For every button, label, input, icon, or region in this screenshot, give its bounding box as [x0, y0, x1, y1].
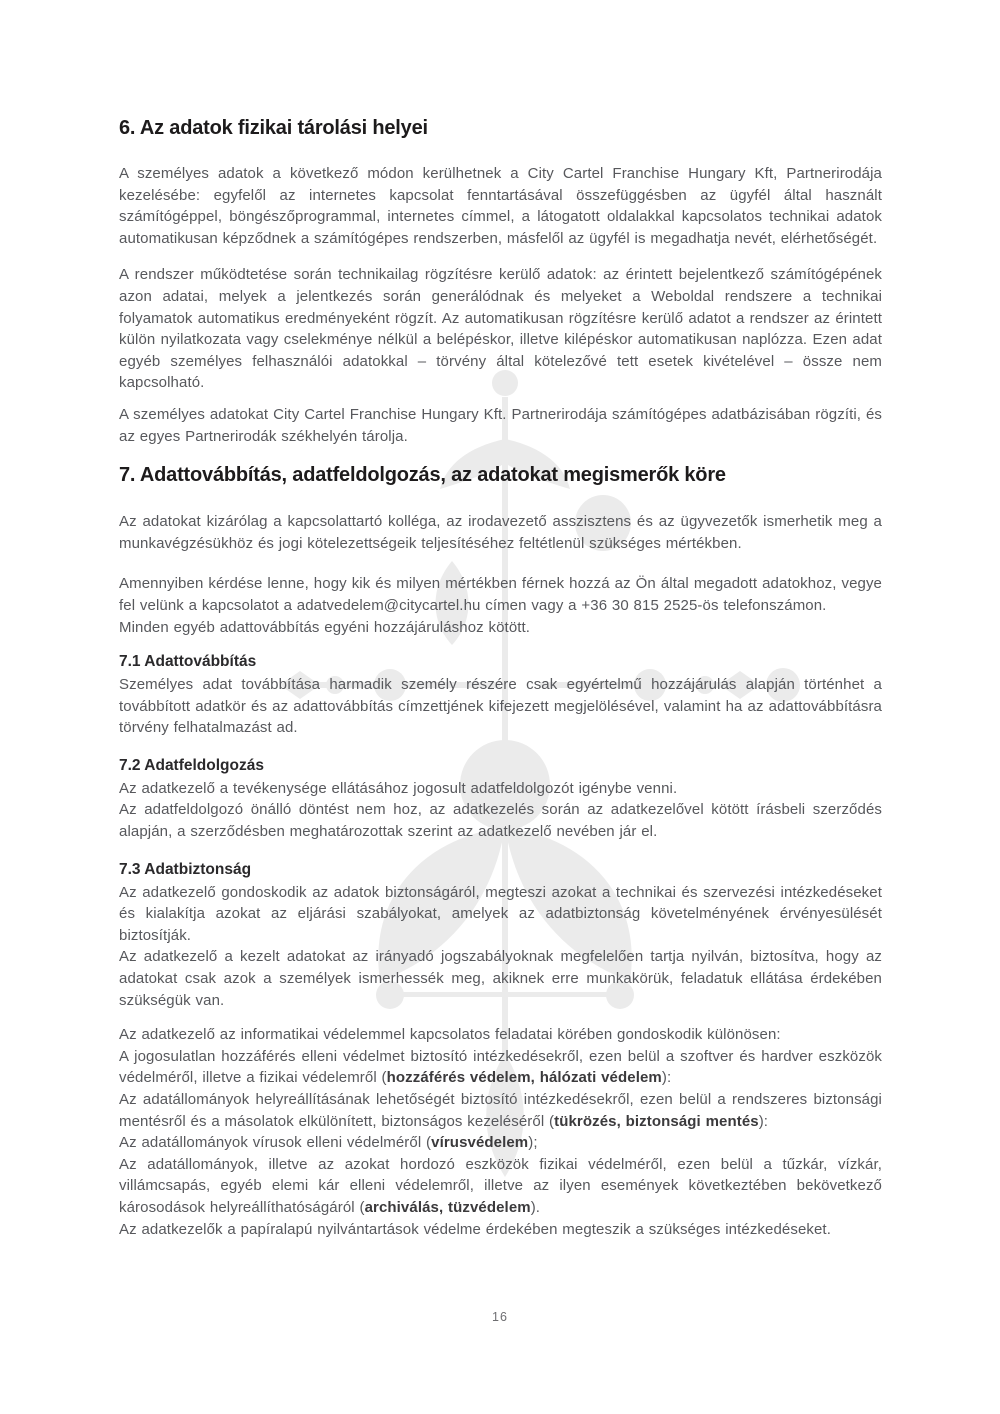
- section-7-paragraph-1: Az adatokat kizárólag a kapcsolattartó kolléga, az irodavezető asszisztens és az ügyvezetők ismerhetik meg a munkavégzésükhöz és jogi kötelezettségeik teljesítéséhez feltétlenül szükséges mértékben.: [119, 513, 882, 552]
- duties-intro: Az adatkezelő az informatikai védelemmel kapcsolatos feladatai körében gondoskodik különösen:: [119, 1026, 781, 1044]
- duties-closing: Az adatkezelők a papíralapú nyilvántartások védelme érdekében megteszik a szükséges intézkedéseket.: [119, 1220, 831, 1238]
- section-7-3-paragraph-1: Az adatkezelő gondoskodik az adatok biztonságáról, megteszi azokat a technikai és szervezési intézkedéseket és kialakítja azokat az eljárási szabályokat, amelyek az adatbiztonság követelményének érvényesülését biztosítják.: [119, 883, 882, 944]
- section-7-2-heading: 7.2 Adatfeldolgozás: [119, 756, 264, 774]
- section-7-3-heading: 7.3 Adatbiztonság: [119, 860, 252, 878]
- section-7-3-paragraph-2: Az adatkezelő a kezelt adatokat az irányadó jogszabályoknak megfelelően tartja nyilván, biztosítva, hogy az adatokat csak azok a személyek ismerhessék meg, akiknek erre munkakörük, feladatuk ellátása érdekében szükségük van.: [119, 948, 882, 1009]
- section-7-contact-text: Amennyiben kérdése lenne, hogy kik és milyen mértékben férnek hozzá az Ön által megadott adatokhoz, vegye fel velünk a kapcsolatot a adatvedelem@citycartel.hu címen vagy a +36 30 815 2525-ös telefonszámon.: [119, 575, 882, 614]
- section-7-2-line-1: Az adatkezelő a tevékenysége ellátásához jogosult adatfeldolgozót igénybe venni.: [119, 779, 678, 797]
- section-7-1-paragraph: Személyes adat továbbítása harmadik személy részére csak egyértelmű hozzájárulás alapján történhet a továbbított adatkör és az adattovábbítás címzettjének kifejezett megjelölésével, valamint ha az adattovábbításra törvény felhatalmazást ad.: [119, 676, 882, 737]
- section-7-1-heading: 7.1 Adattovábbítás: [119, 653, 257, 671]
- section-6-paragraph-3: A személyes adatokat City Cartel Franchise Hungary Kft. Partnerirodája számítógépes adatbázisában rögzíti, és az egyes Partnerirodák székhelyén tárolja.: [119, 405, 882, 445]
- section-6-paragraph-1: A személyes adatok a következő módon kerülhetnek a City Cartel Franchise Hungary Kft, Partnerirodája kezelésébe: egyfelől az internetes kapcsolat fenntartásával összefüggésben az ügyfél által használt számítógéppel, böngészőprogrammal, internetes címmel, a látogatott oldalakkal kapcsolatos technikai adatok automatikusan képződnek a számítógépes rendszerben, másfelől az ügyfél is megadhatja nevét, elérhetőségét.: [119, 165, 882, 247]
- section-7-consent-text: Minden egyéb adattovábbítás egyéni hozzájáruláshoz kötött.: [119, 618, 531, 636]
- section-7-3-block: [119, 882, 882, 1012]
- section-6-heading: 6. Az adatok fizikai tárolási helyei: [119, 117, 428, 139]
- document-content: [119, 116, 882, 1240]
- page-number: 16: [492, 1310, 508, 1324]
- duty-virus-protection: Az adatállományok vírusok elleni védelméről (vírusvédelem);: [119, 1134, 538, 1152]
- section-7-heading: 7. Adattovábbítás, adatfeldolgozás, az adatokat megismerők köre: [119, 464, 726, 487]
- duty-backup: Az adatállományok helyreállításának lehetőségét biztosító intézkedésekről, ezen belül a rendszeres biztonsági mentésről és a másolatok elkülönített, biztonságos kezeléséről (tükrözés, biztonsági mentés):: [119, 1091, 882, 1130]
- section-7-contact-block: [119, 573, 882, 638]
- section-7-2-paragraph: Az adatfeldolgozó önálló döntést nem hoz, az adatkezelés során az adatkezelővel kötött írásbeli szerződés alapján, a szerződésben meghatározottak szerint az adatkezelő nevében jár el.: [119, 801, 882, 841]
- section-7-3-duties-block: [119, 1024, 882, 1240]
- duty-access-protection: A jogosulatlan hozzáférés elleni védelmet biztosító intézkedésekről, ezen belül a szoftver és hardver eszközök védelméről, illetve a fizikai védelemről (hozzáférés védelem, hálózati védelem):: [119, 1047, 882, 1087]
- section-7-2-block: [119, 778, 882, 843]
- section-6-paragraph-2: A rendszer működtetése során technikailag rögzítésre kerülő adatok: az érintett bejelentkező számítógépének azon adatai, melyek a jelentkezés során generálódnak és melyeket a Weboldal rendszere a technikai folyamatok automatikus eredményeként rögzít. Az automatikusan rögzítésre kerülő adatot a rendszer az érintett külön nyilatkozata vagy cselekménye nélkül a belépéskor, illetve kilépéskor automatikusan naplózza. Ezen adat egyéb személyes felhasználói adatokkal – törvény által kötelezővé tett esetek kivételével – össze nem kapcsolható.: [119, 266, 882, 392]
- duty-physical-protection: Az adatállományok, illetve az azokat hordozó eszközök fizikai védelméről, ezen belül a tűzkár, vízkár, villámcsapás, egyéb elemi kár elleni védelemről, illetve az ilyen események következtében bekövetkező károsodások helyreállíthatóságáról (archiválás, tüzvédelem).: [119, 1155, 882, 1216]
